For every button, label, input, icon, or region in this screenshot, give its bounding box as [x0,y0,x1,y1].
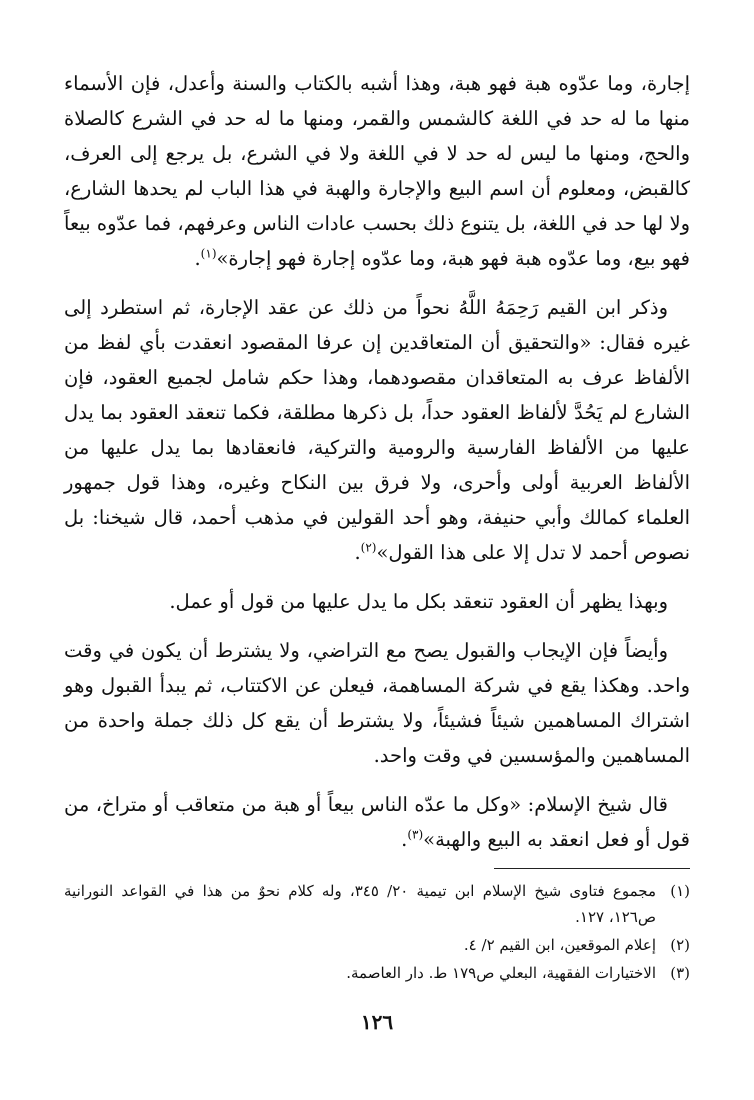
paragraph-3-text: وبهذا يظهر أن العقود تنعقد بكل ما يدل عليها من قول أو عمل. [169,590,668,613]
period: . [401,828,408,851]
period: . [194,247,201,270]
footnote-marker-1: (١) [200,246,217,261]
footnote-marker-2: (٢) [360,540,377,555]
paragraph-5-text: قال شيخ الإسلام: «وكل ما عدّه الناس بيعاً أو هبة من متعاقب أو متراخ، من قول أو فعل انعقد به البيع والهبة» [64,793,690,851]
footnote-number: (١) [670,882,690,900]
main-text [64,66,690,871]
paragraph-1 [64,66,690,276]
footnote-text: مجموع فتاوى شيخ الإسلام ابن تيمية ٢٠/ ٣٤٥، وله كلام نحوٌ من هذا في القواعد النورانية ص١٢٦، ١٢٧. [64,882,656,926]
footnote-text: الاختيارات الفقهية، البعلي ص١٧٩ ط. دار العاصمة. [346,964,656,982]
footnote-3 [64,960,690,986]
paragraph-5 [64,787,690,857]
footnote-text: إعلام الموقعين، ابن القيم ٢/ ٤. [463,936,656,954]
footnote-2 [64,932,690,958]
paragraph-3 [64,584,690,619]
footnote-divider [494,868,690,869]
paragraph-2 [64,290,690,570]
paragraph-2-text: وذكر ابن القيم رَحِمَهُ اللَّهُ نحواً من ذلك عن عقد الإجارة، ثم استطرد إلى غيره فقال: «والتحقيق أن المتعاقدين إن عرفا المقصود انعقدت بأي لفظ من الألفاظ عرف به المتعاقدان مقصودهما، وهذا حكم شامل لجميع العقود، فإن الشارع لم يَحُدَّ لألفاظ العقود حداً، بل ذكرها مطلقة، فكما تنعقد العقود بما يدل عليها من الألفاظ الفارسية والرومية والتركية، فانعقادها بما يدل عليها من الألفاظ العربية أولى وأحرى، ولا فرق بين النكاح وغيره، وهذا قول جمهور العلماء كمالك وأبي حنيفة، وهو أحد القولين في مذهب أحمد، قال شيخنا: بل نصوص أحمد لا تدل إلا على هذا القول» [64,296,690,564]
paragraph-4 [64,633,690,773]
paragraph-4-text: وأيضاً فإن الإيجاب والقبول يصح مع التراضي، ولا يشترط أن يكون في وقت واحد. وهكذا يقع في شركة المساهمة، فيعلن عن الاكتتاب، ثم يبدأ القبول وهو اشتراك المساهمين شيئاً فشيئاً، ولا يشترط أن يقع كل ذلك جملة واحدة من المساهمين والمؤسسين في وقت واحد. [64,639,690,767]
period: . [354,541,361,564]
page-number: ١٢٦ [360,1010,394,1034]
footnotes [64,878,690,988]
footnote-marker-3: (٣) [407,827,424,842]
paragraph-1-text: إجارة، وما عدّوه هبة فهو هبة، وهذا أشبه بالكتاب والسنة وأعدل، فإن الأسماء منها ما له حد في اللغة كالشمس والقمر، ومنها ما له حد في الشرع كالصلاة والحج، ومنها ما ليس له حد لا في اللغة ولا في الشرع، بل يرجع إلى العرف، كالقبض، ومعلوم أن اسم البيع والإجارة والهبة في هذا الباب لم يحدها الشارع، ولا لها حد في اللغة، بل يتنوع ذلك بحسب عادات الناس وعرفهم، فما عدّوه بيعاً فهو بيع، وما عدّوه هبة فهو هبة، وما عدّوه إجارة فهو إجارة» [64,72,690,270]
footnote-number: (٢) [670,936,690,954]
footnote-number: (٣) [670,964,690,982]
footnote-1 [64,878,690,930]
